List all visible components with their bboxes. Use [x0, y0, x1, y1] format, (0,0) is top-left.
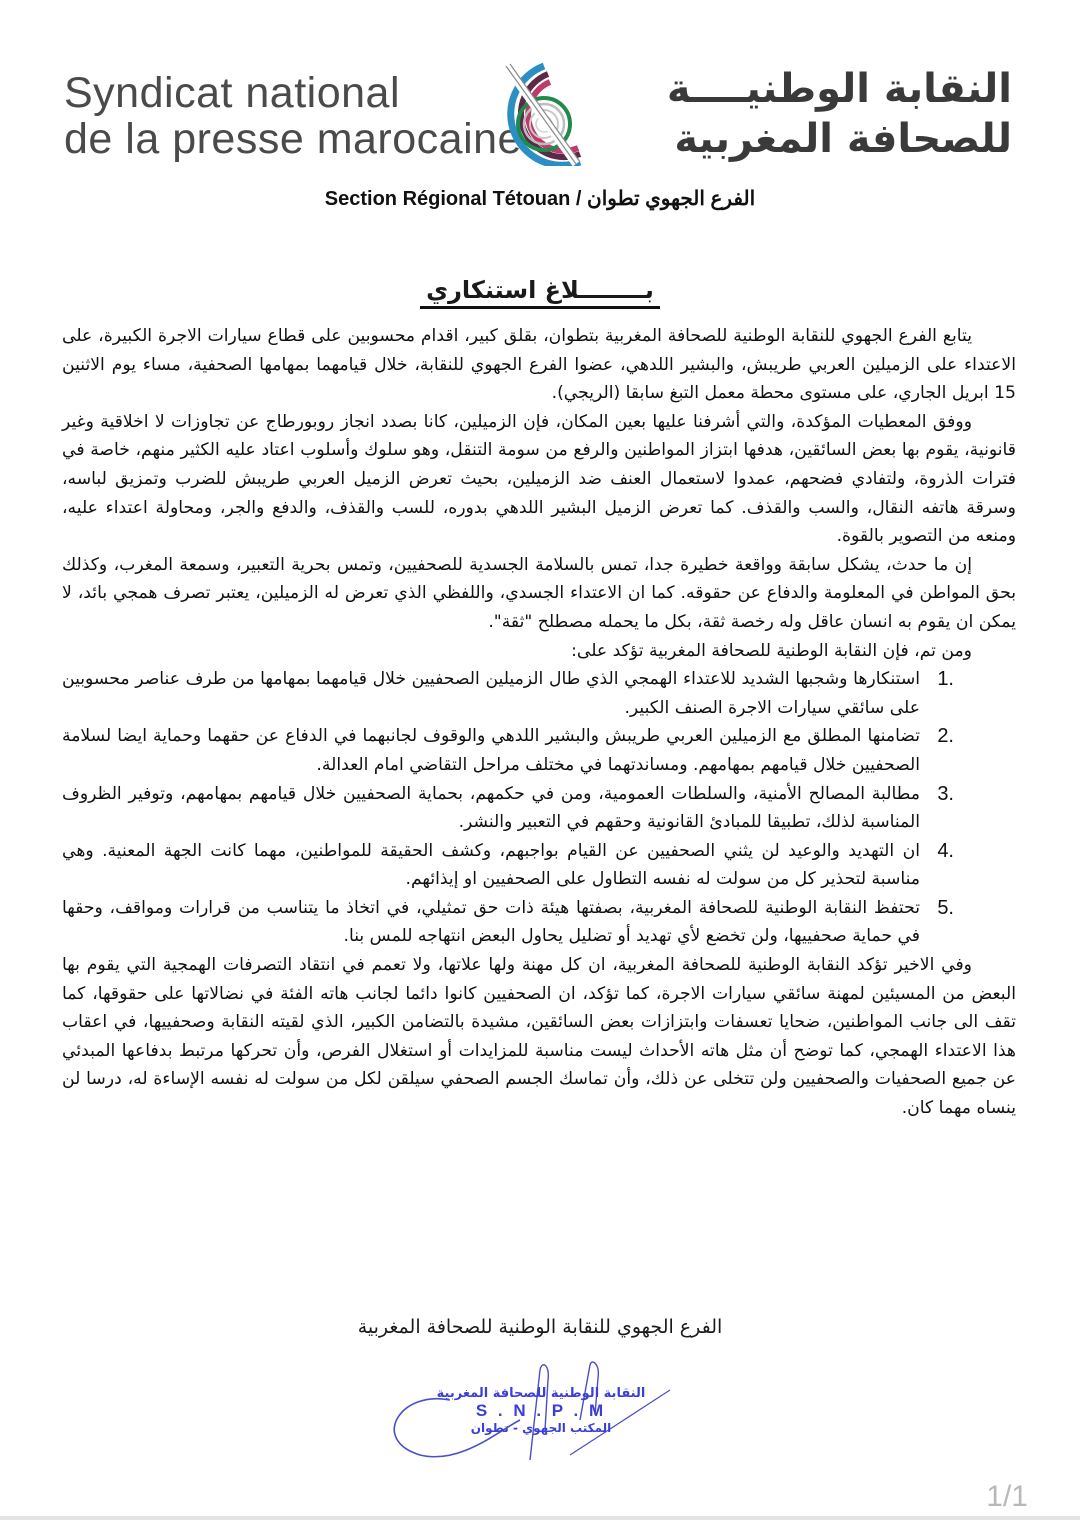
- organization-name-latin-line1: Syndicat national: [64, 69, 400, 117]
- document-title-text: بــــــــلاغ استنكاري: [420, 276, 660, 309]
- paragraph-intro: يتابع الفرع الجهوي للنقابة الوطنية للصحافة المغربية بتطوان، بقلق كبير، اقدام محسوبين على قطاع سيارات الاجرة الكبيرة، على الاعتداء على الزميلين العربي طريبش، والبشير اللدهي، عضوا الفرع الجهوي للنقابة، خلال قيامهما بمهامها الصحفية، مساء يوم الاثنين 15 ابريل الجاري، على مستوى محطة معمل التبغ سابقا (الريجي).: [62, 326, 1016, 404]
- list-item-text: تضامنها المطلق مع الزميلين العربي طريبش والبشير اللدهي والوقوف لجانبهما في الدفاع عن حقهما وحماية ايضا لسلامة الصحفيين خلال قيامهم بمهامهم. ومساندتهما في مختلف مراحل التقاضي امام العدالة.: [62, 726, 920, 775]
- paragraph-lead-in: ومن تم، فإن النقابة الوطنية للصحافة المغربية تؤكد على:: [571, 640, 972, 661]
- list-item: [62, 894, 1016, 951]
- list-item: [62, 780, 1016, 837]
- closing-signature-line: [0, 1316, 1080, 1338]
- organization-name-arabic: [667, 64, 1012, 164]
- stamp-line-acronym: S . N . P . M: [475, 1401, 607, 1420]
- concentric-rings-pen-logo-icon: [484, 62, 588, 166]
- document-body: [62, 322, 1016, 1123]
- list-item-number: 4.: [937, 839, 954, 862]
- list-item-number: 3.: [937, 782, 954, 805]
- list-item-number: 2.: [937, 725, 954, 748]
- closing-signature-text: الفرع الجهوي للنقابة الوطنية للصحافة المغربية: [357, 1316, 723, 1338]
- list-item-text: تحتفظ النقابة الوطنية للصحافة المغربية، بصفتها هيئة ذات حق تمثيلي، في اتخاذ ما يتناسب من قرارات ومواقف، وحقها في حماية صحفييها، ولن تخضع لأي تهديد أو تضليل يحاول البعض انتهاجه للمس بنا.: [62, 897, 920, 947]
- list-item: [62, 722, 1016, 779]
- list-item-number: 1.: [937, 668, 954, 691]
- list-item-number: 5.: [937, 896, 954, 919]
- list-item: [62, 837, 1016, 894]
- page-indicator: 1/1: [986, 1480, 1028, 1513]
- organization-name-latin: [64, 70, 522, 162]
- list-item-text: استنكارها وشجبها الشديد للاعتداء الهمجي الذي طال الزميلين الصحفيين خلال قيامهما بمهامها من طرف عناصر محسوبين على سائقي سيارات الاجرة الصنف الكبير.: [62, 669, 920, 718]
- organization-name-arabic-line1: النقابة الوطنيــــة: [666, 66, 1012, 112]
- paragraph-final: وفي الاخير تؤكد النقابة الوطنية للصحافة المغربية، ان كل مهنة ولها علاتها، ولا تعمم في انتقاد التصرفات الهمجية التي يقوم بها البعض من المسيئين لمهنة سائقي سيارات الاجرة، كما تؤكد، ان الصحفيين كانوا دائما لجانب هاته الفئة في نضالاتها على حقوقها، كما تقف الى جانب المواطنين، ضحايا تعسفات وابتزازات بعض السائقين، مشيدة بالتضامن الكبير، الذي لقيته النقابة وصحفييها، في اعقاب هذا الاعتداء الهمجي، كما توضح أن مثل هاته الأحداث ليست مناسبة للمزايدات أو استغلال الفرص، وأن تحركها مرتبط بدفاعها المبدئي عن جميع الصحفيات والصحفيين ولن تتخلى عن ذلك، وأن تماسك الجسم الصحفي سيلقن لكل من سولت له نفسه الإساءة له، درسا لن ينساه مهما كان.: [62, 955, 1016, 1119]
- list-item-text: مطالبة المصالح الأمنية، والسلطات العمومية، ومن في حكمهم، بحماية الصحفيين خلال قيامهم بمهامهم، وتوفير الظروف المناسبة لذلك، تطبيقا للمبادئ القانونية وحقهم في التعبير والنشر.: [62, 783, 920, 833]
- paragraph-assessment: إن ما حدث، يشكل سابقة وواقعة خطيرة جدا، تمس بالسلامة الجسدية للصحفيين، وتمس بحرية التعبير، وسمعة المغرب، وكذلك بحق المواطن في المعلومة والدفاع عن حقوقه. كما ان الاعتداء الجسدي، واللفظي الذي تعرض له الزميلين، يعتبر تصرف همجي بائد، لا يمكن ان يقوم به انسان عاقل وله رخصة ثقة، بكل ما يحمله مصطلح "ثقة".: [62, 554, 1016, 632]
- stamp-line-arabic-name: النقابة الوطنية للصحافة المغربية: [436, 1386, 646, 1401]
- document-title: [0, 276, 1080, 304]
- organization-name-arabic-line2: للصحافة المغربية: [674, 116, 1012, 162]
- stamp-line-office: المكتب الجهوي - تطوان: [470, 1421, 612, 1435]
- section-regional-label: Section Régional Tétouan / الفرع الجهوي تطوان: [324, 188, 756, 210]
- list-item: [62, 665, 1016, 722]
- demands-list: [62, 665, 1016, 951]
- paragraph-facts: ووفق المعطيات المؤكدة، والتي أشرفنا عليها بعين المكان، فإن الزميلين، كانا بصدد انجاز روبورطاج عن تجاوزات لا اخلاقية وغير قانونية، يقوم بها بعض السائقين، هدفها ابتزاز المواطنين والرفع من سومة التنقل، وهو سلوك وأسلوب اعتاد عليه الكثير منهم، خاصة في فترات الذروة، ولتفادي فضحهم، عمدوا لاستعمال العنف ضد الزميلين، بحيث تعرض الزميل العربي طريبش للضرب وتمزيق لباسه، وسرقة هاتفه النقال، والسب والقذف. كما تعرض الزميل البشير اللدهي بدوره، للسب والقذف، والدفع والجر، ومحاولة اعتداء عليه، ومنعه من التصوير بالقوة.: [62, 411, 1016, 547]
- organization-stamp: [396, 1386, 686, 1435]
- organization-name-latin-line2: de la presse marocaine: [64, 115, 522, 163]
- viewer-bottom-edge: [0, 1516, 1080, 1520]
- letterhead: [0, 0, 1080, 230]
- list-item-text: ان التهديد والوعيد لن يثني الصحفيين عن القيام بواجبهم، وكشف الحقيقة للمواطنين، مهما كانت الجهة المعنية. وهي مناسبة لتحذير كل من سولت له نفسه التطاول على الصحفيين او إيذائهم.: [62, 840, 920, 890]
